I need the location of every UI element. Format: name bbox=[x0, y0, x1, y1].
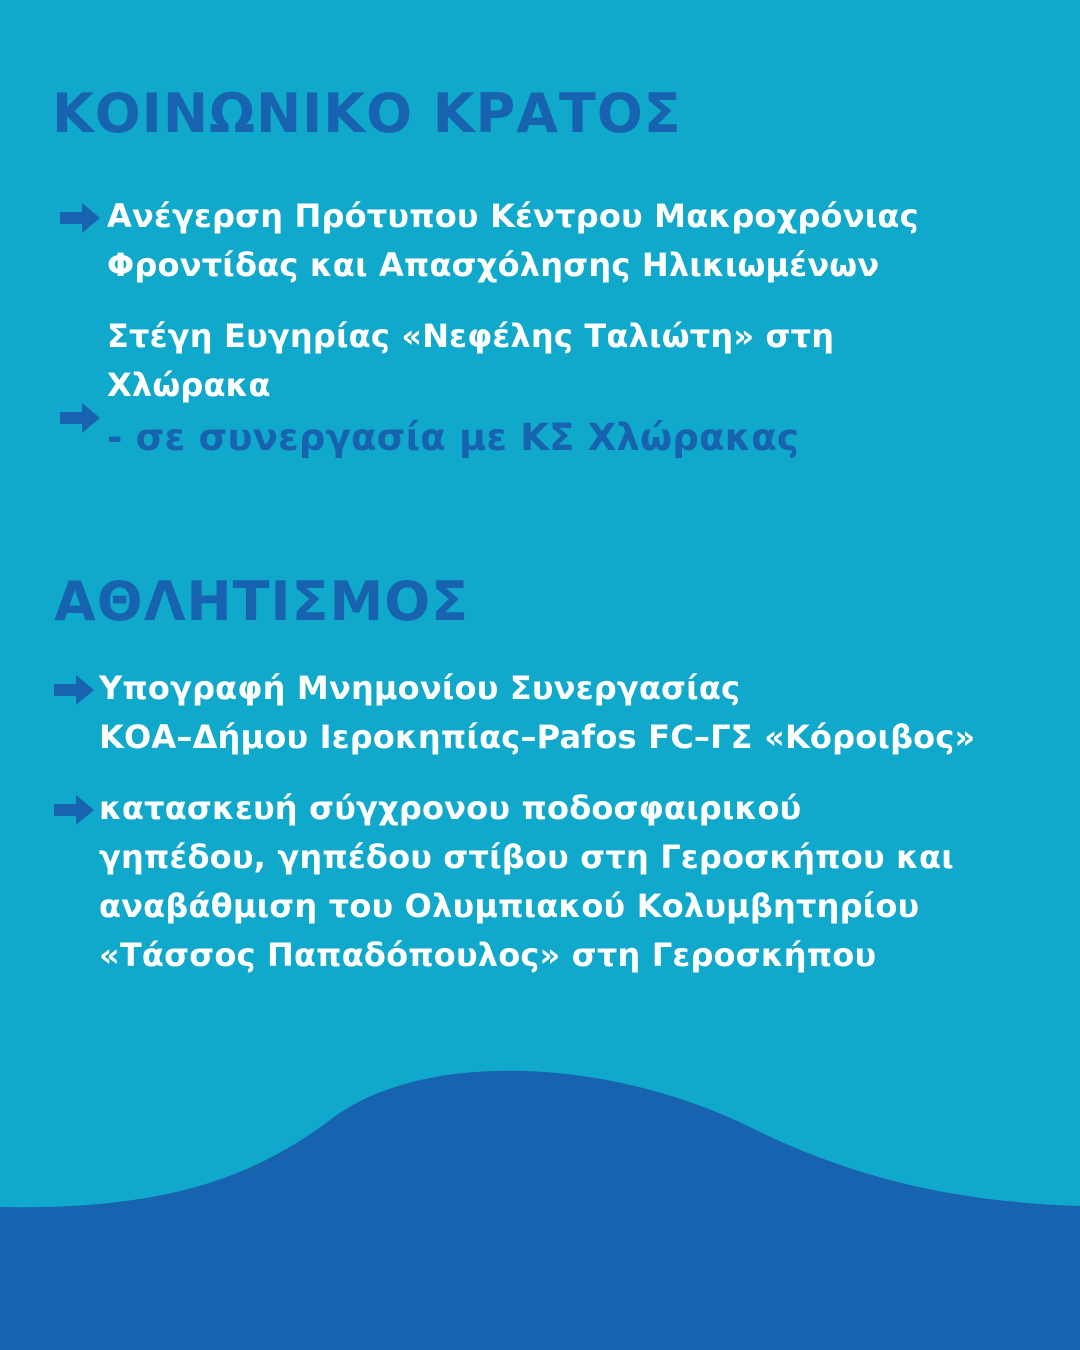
item-text-line: «Τάσσος Παπαδόπουλος» στη Γεροσκήπου bbox=[99, 936, 877, 974]
arrow-right-icon bbox=[50, 670, 98, 710]
item-text-line: Χλώρακα bbox=[107, 366, 271, 404]
item-text-line: κατασκευή σύγχρονου ποδοσφαιρικού bbox=[99, 789, 802, 827]
list-item-stadium-construction bbox=[99, 784, 954, 980]
item-text-line: Στέγη Ευγηρίας «Νεφέλης Ταλιώτη» στη bbox=[107, 317, 835, 355]
item-text-line: αναβάθμιση του Ολυμπιακού Κολυμβητηρίου bbox=[99, 887, 920, 925]
list-item-elderly-care-center bbox=[107, 192, 919, 290]
arrow-right-icon bbox=[56, 398, 104, 438]
list-item-memorandum bbox=[99, 664, 975, 762]
item-text-line: Υπογραφή Μνημονίου Συνεργασίας bbox=[99, 669, 741, 707]
item-text-line: γηπέδου, γηπέδου στίβου στη Γεροσκήπου και bbox=[99, 838, 954, 876]
item-text-line: Ανέγερση Πρότυπου Κέντρου Μακροχρόνιας bbox=[107, 197, 919, 235]
arrow-right-icon bbox=[50, 790, 98, 830]
section-title-sports: ΑΘΛΗΤΙΣΜΟΣ bbox=[54, 570, 470, 633]
item-accent-line: - σε συνεργασία με ΚΣ Χλώρακας bbox=[107, 416, 799, 459]
bottom-wave-decoration bbox=[0, 1060, 1080, 1350]
section-title-social-state: ΚΟΙΝΩΝΙΚΟ ΚΡΑΤΟΣ bbox=[52, 82, 682, 145]
arrow-right-icon bbox=[56, 198, 104, 238]
item-text-line: ΚΟΑ–Δήμου Ιεροκηπίας–Pafos FC–ΓΣ «Κόροιβος» bbox=[99, 718, 976, 756]
list-item-elderly-home bbox=[107, 312, 834, 466]
item-text-line: Φροντίδας και Απασχόλησης Ηλικιωμένων bbox=[107, 246, 880, 284]
